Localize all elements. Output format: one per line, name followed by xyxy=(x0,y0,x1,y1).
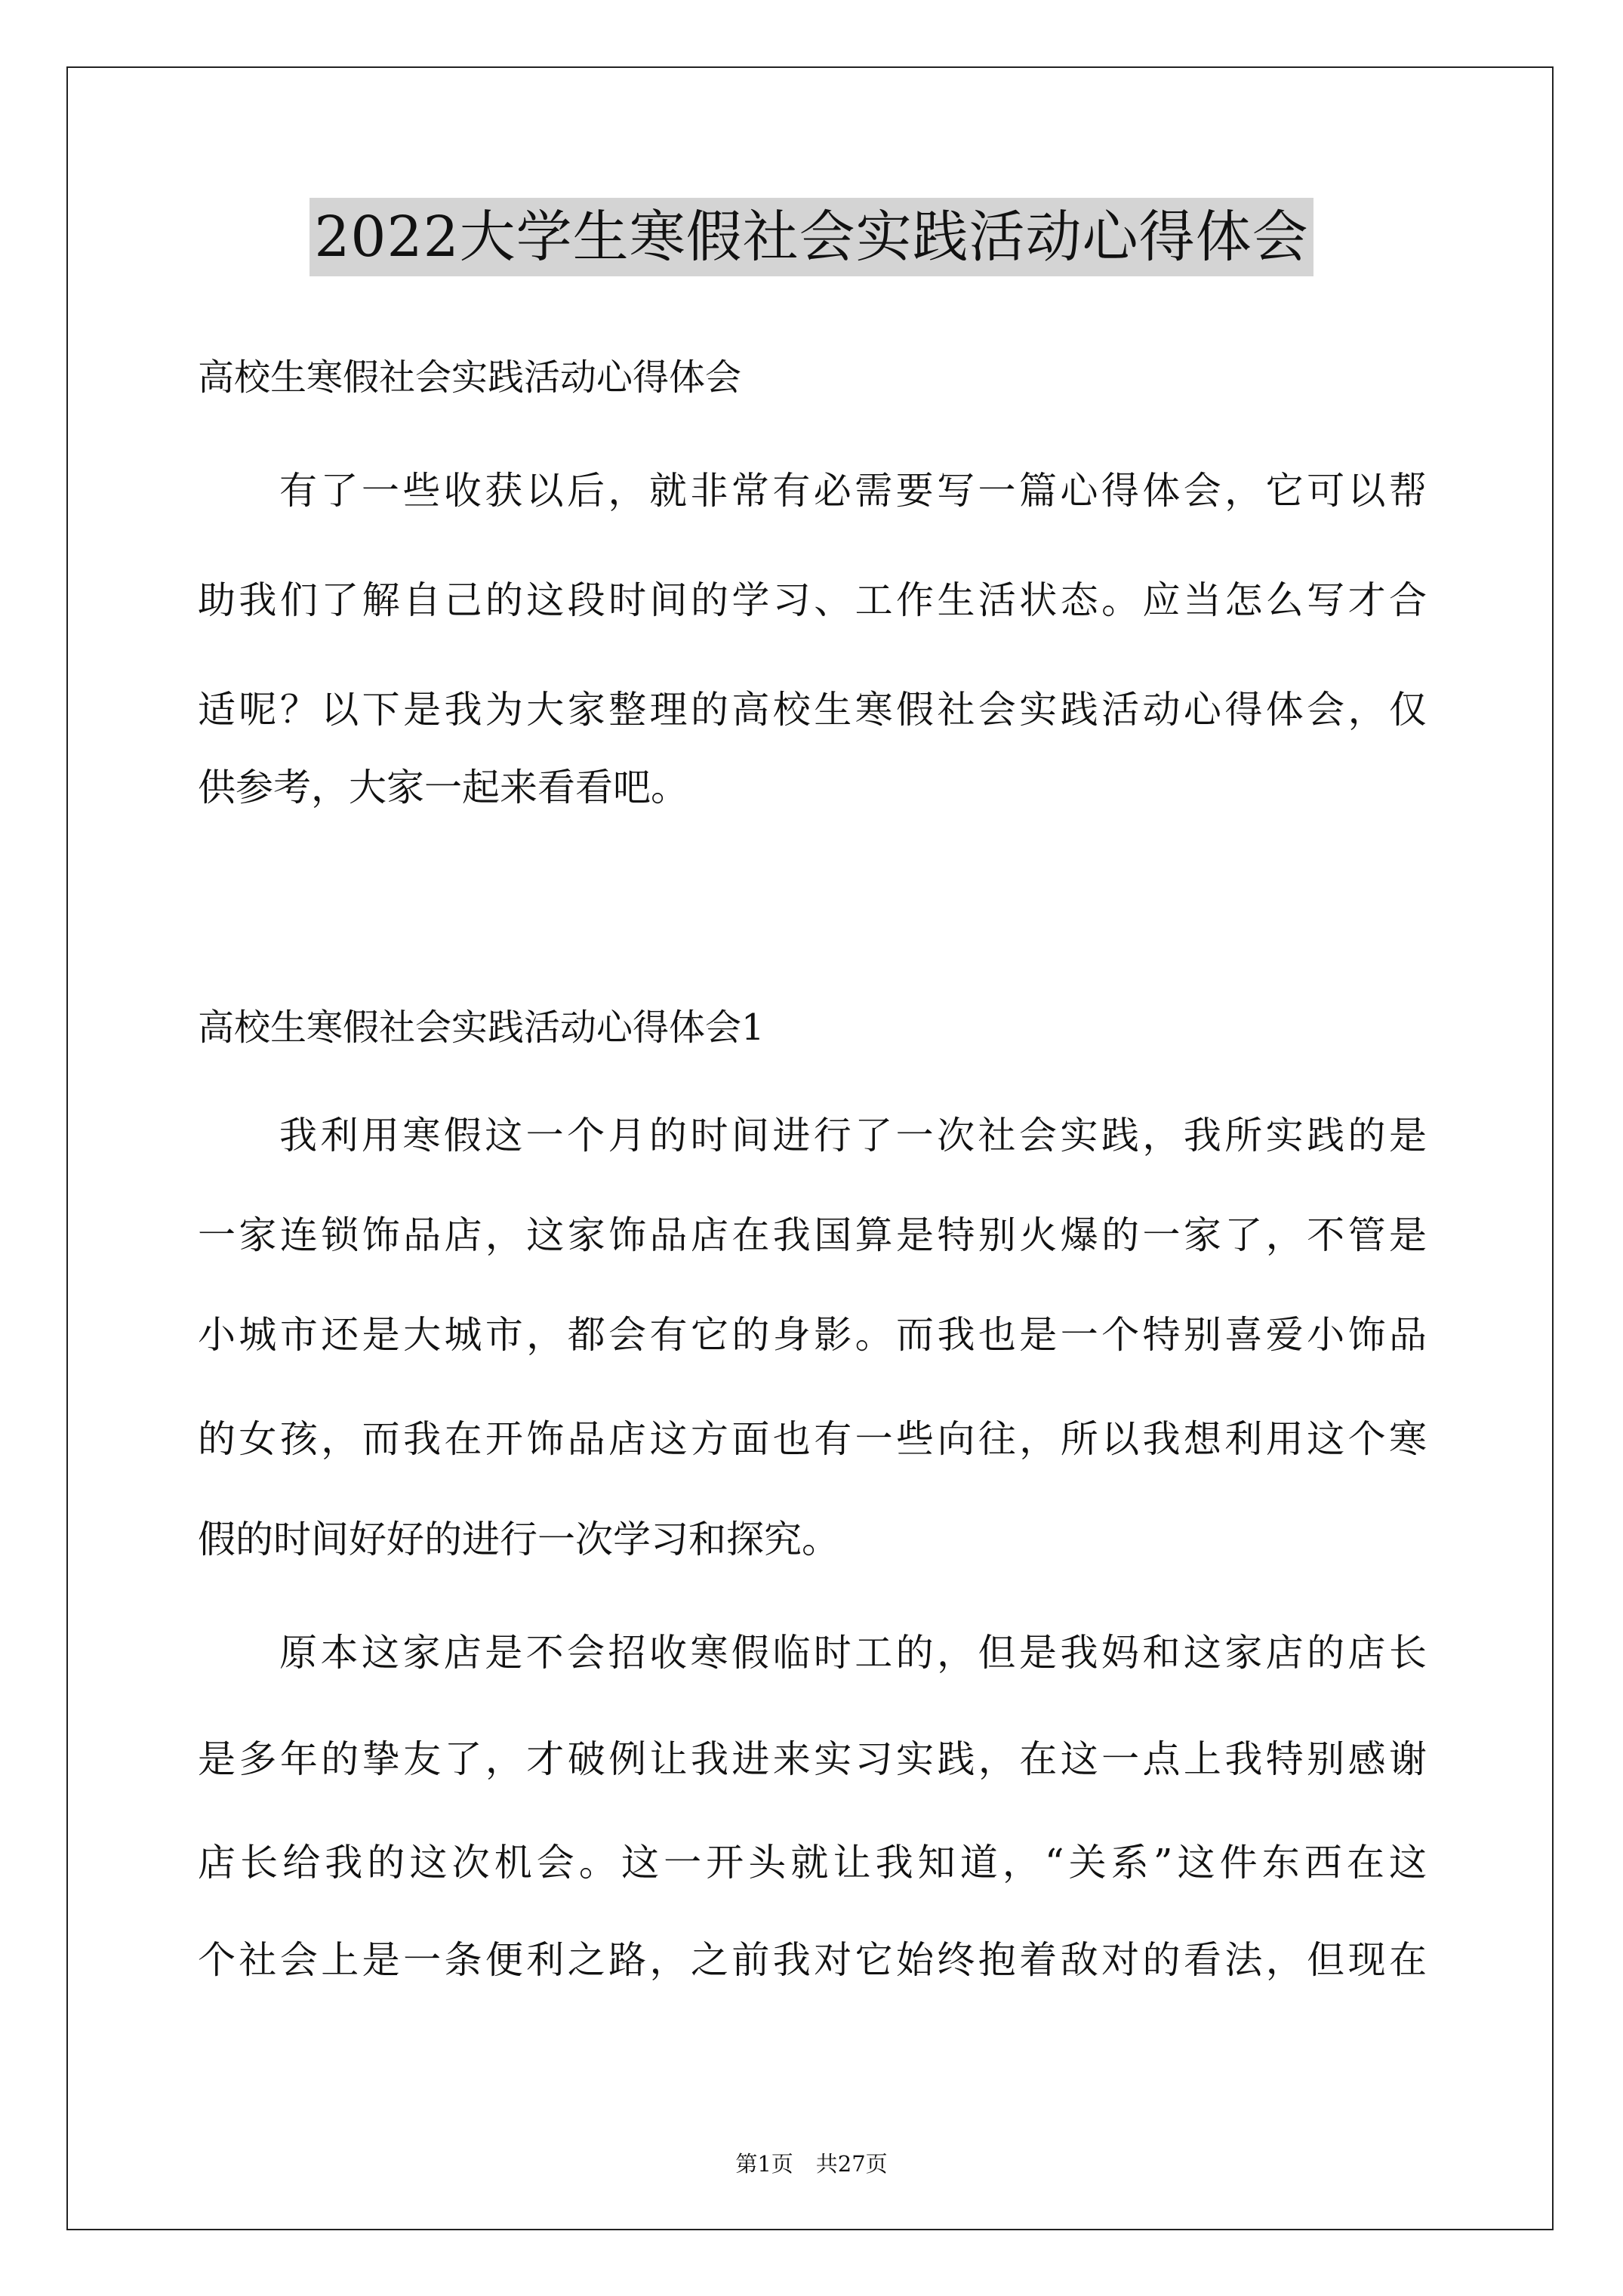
page-number: 第1页 xyxy=(735,2151,793,2177)
para1-line-2: 一家连锁饰品店，这家饰品店在我国算是特别火爆的一家了，不管是 xyxy=(198,1213,1427,1257)
intro-heading: 高校生寒假社会实践活动心得体会 xyxy=(198,356,742,399)
para2-line-2: 是多年的挚友了，才破例让我进来实习实践，在这一点上我特别感谢 xyxy=(198,1737,1427,1781)
intro-line-2: 助我们了解自己的这段时间的学习、工作生活状态。应当怎么写才合 xyxy=(198,578,1427,622)
title-wrapper xyxy=(0,198,1623,276)
document-title: 2022大学生寒假社会实践活动心得体会 xyxy=(310,198,1313,276)
page-footer xyxy=(0,2149,1623,2179)
para1-line-5: 假的时间好好的进行一次学习和探究。 xyxy=(198,1518,839,1561)
para2-line-4: 个社会上是一条便利之路，之前我对它始终抱着敌对的看法，但现在 xyxy=(198,1938,1427,1982)
page-total: 共27页 xyxy=(815,2151,888,2177)
para1-line-4: 的女孩，而我在开饰品店这方面也有一些向往，所以我想利用这个寒 xyxy=(198,1417,1427,1461)
para2-line-1: 原本这家店是不会招收寒假临时工的，但是我妈和这家店的店长 xyxy=(279,1631,1427,1675)
para1-line-3: 小城市还是大城市，都会有它的身影。而我也是一个特别喜爱小饰品 xyxy=(198,1313,1427,1357)
intro-line-1: 有了一些收获以后，就非常有必需要写一篇心得体会，它可以帮 xyxy=(279,469,1427,513)
intro-line-3: 适呢？以下是我为大家整理的高校生寒假社会实践活动心得体会，仅 xyxy=(198,688,1427,732)
para1-line-1: 我利用寒假这一个月的时间进行了一次社会实践，我所实践的是 xyxy=(279,1114,1427,1157)
intro-line-4: 供参考，大家一起来看看吧。 xyxy=(198,766,688,809)
section-heading: 高校生寒假社会实践活动心得体会1 xyxy=(198,1006,765,1049)
para2-line-3: 店长给我的这次机会。这一开头就让我知道，“关系”这件东西在这 xyxy=(198,1841,1427,1885)
